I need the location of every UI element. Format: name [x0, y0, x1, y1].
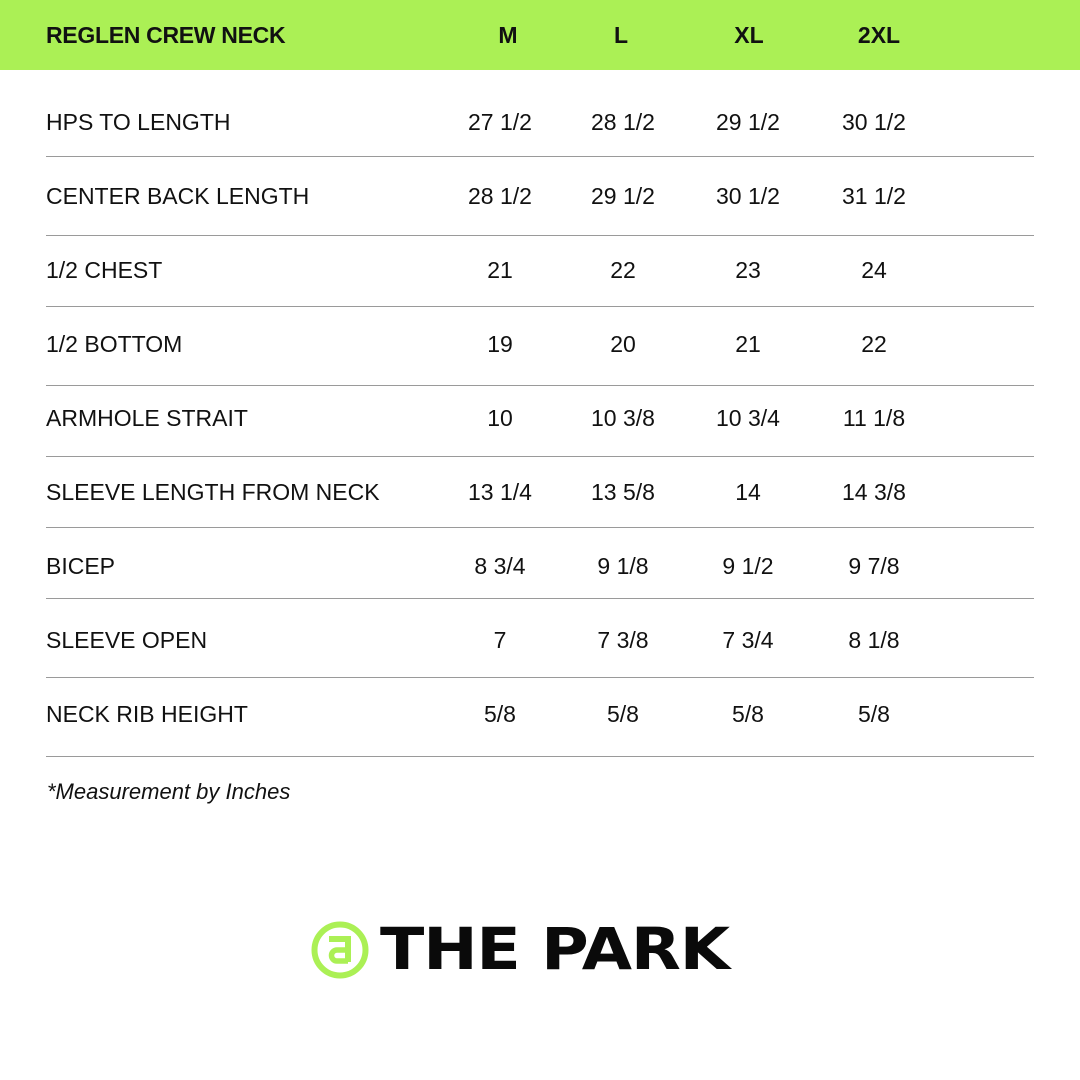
cell-xl: 21	[735, 331, 761, 357]
size-header-2xl: 2XL	[857, 22, 901, 48]
cell-2xl: 30 1/2	[842, 109, 906, 135]
row-label: CENTER BACK LENGTH	[46, 183, 310, 209]
cell-2xl: 9 7/8	[848, 553, 900, 579]
cell-m: 27 1/2	[468, 109, 532, 135]
row-divider	[46, 598, 1034, 599]
row-divider	[46, 235, 1034, 236]
cell-xl: 5/8	[732, 701, 764, 727]
cell-m: 19	[487, 331, 513, 357]
cell-l: 20	[610, 331, 636, 357]
cell-l: 10 3/8	[591, 405, 655, 431]
cell-xl: 10 3/4	[716, 405, 780, 431]
row-label: ARMHOLE STRAIT	[46, 405, 248, 431]
row-label: SLEEVE OPEN	[46, 627, 208, 653]
cell-l: 22	[610, 257, 636, 283]
cell-xl: 30 1/2	[716, 183, 780, 209]
table-title: REGLEN CREW NECK	[46, 22, 286, 48]
cell-m: 13 1/4	[468, 479, 532, 505]
header-bar	[0, 0, 1080, 70]
size-header-m: M	[498, 22, 518, 48]
brand-name: THE PARK	[380, 915, 730, 983]
size-header-l: L	[613, 22, 629, 48]
cell-l: 7 3/8	[597, 627, 649, 653]
row-divider	[46, 156, 1034, 157]
cell-m: 7	[493, 627, 507, 653]
measurement-footnote: *Measurement by Inches	[47, 779, 291, 804]
row-divider	[46, 306, 1034, 307]
cell-xl: 7 3/4	[722, 627, 774, 653]
cell-2xl: 31 1/2	[842, 183, 906, 209]
cell-m: 21	[487, 257, 513, 283]
row-divider	[46, 456, 1034, 457]
cell-2xl: 14 3/8	[842, 479, 906, 505]
row-label: HPS TO LENGTH	[46, 109, 231, 135]
cell-m: 8 3/4	[474, 553, 526, 579]
cell-xl: 29 1/2	[716, 109, 780, 135]
cell-l: 28 1/2	[591, 109, 655, 135]
cell-2xl: 22	[861, 331, 887, 357]
cell-l: 5/8	[607, 701, 639, 727]
row-divider	[46, 756, 1034, 757]
cell-l: 13 5/8	[591, 479, 655, 505]
row-label: NECK RIB HEIGHT	[46, 701, 248, 727]
cell-m: 5/8	[484, 701, 516, 727]
cell-m: 10	[487, 405, 513, 431]
row-label: SLEEVE LENGTH FROM NECK	[46, 479, 380, 505]
cell-m: 28 1/2	[468, 183, 532, 209]
cell-2xl: 5/8	[858, 701, 890, 727]
cell-2xl: 8 1/8	[848, 627, 900, 653]
cell-2xl: 11 1/8	[842, 405, 906, 431]
cell-l: 29 1/2	[591, 183, 655, 209]
cell-xl: 23	[735, 257, 761, 283]
row-label: 1/2 CHEST	[46, 257, 163, 283]
row-divider	[46, 385, 1034, 386]
size-header-xl: XL	[734, 22, 764, 48]
row-divider	[46, 677, 1034, 678]
cell-2xl: 24	[861, 257, 887, 283]
row-label: BICEP	[46, 553, 116, 579]
cell-xl: 14	[735, 479, 761, 505]
cell-l: 9 1/8	[597, 553, 649, 579]
cell-xl: 9 1/2	[722, 553, 774, 579]
row-label: 1/2 BOTTOM	[46, 331, 183, 357]
row-divider	[46, 527, 1034, 528]
park-logo-icon	[310, 920, 370, 980]
